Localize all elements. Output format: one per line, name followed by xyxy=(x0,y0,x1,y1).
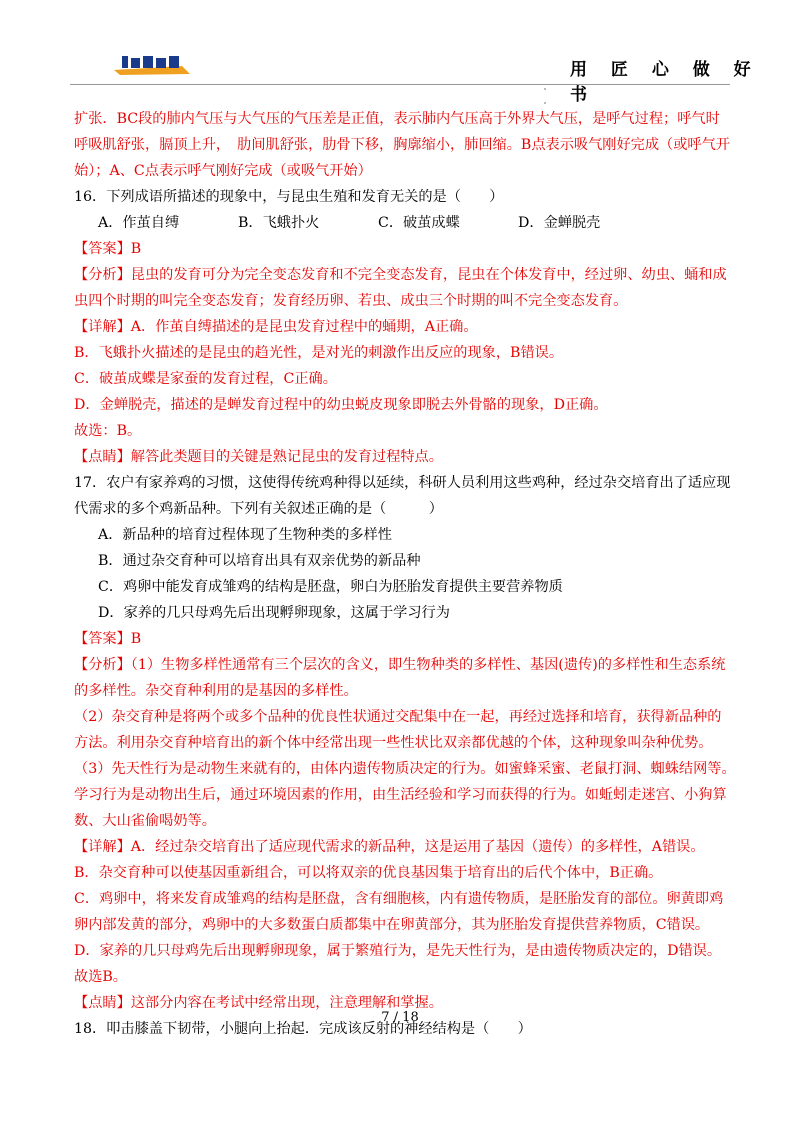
solution-line: 【答案】B xyxy=(74,241,142,257)
solution-line: （3）先天性行为是动物生来就有的，由体内遗传物质决定的行为。如蜜蜂采蜜、老鼠打洞、蜘蛛结网等。 xyxy=(74,761,736,777)
option-b: B．飞蛾扑火 xyxy=(238,215,320,231)
solution-line: D．金蝉脱壳，描述的是蝉发育过程中的幼虫蜕皮现象即脱去外骨骼的现象，D正确。 xyxy=(74,397,608,413)
logo-block-3 xyxy=(143,56,153,68)
question-line: C．鸡卵中能发育成雏鸡的结构是胚盘，卵白为胚胎发育提供主要营养物质 xyxy=(98,579,563,595)
solution-line: （2）杂交育种是将两个或多个品种的优良性状通过交配集中在一起，再经过选择和培育，获得新品种的 xyxy=(74,709,722,725)
solution-line: B．杂交育种可以使基因重新组合，可以将双亲的优良基因集于培育出的后代个体中，B正确。 xyxy=(74,865,663,881)
solution-line: 【分析】（1）生物多样性通常有三个层次的含义，即生物种类的多样性、基因(遗传)的多样性和生态系统 xyxy=(74,657,726,673)
decorative-dot xyxy=(544,88,546,90)
question-line: A．新品种的培育过程体现了生物种类的多样性 xyxy=(98,527,392,543)
page-number: 7 / 18 xyxy=(381,1010,419,1025)
solution-line: 方法。利用杂交育种培育出的新个体中经常出现一些性状比双亲都优越的个体，这种现象叫杂种优势。 xyxy=(74,735,713,751)
logo-block-4 xyxy=(156,58,166,68)
solution-line: 【点睛】解答此类题目的关键是熟记昆虫的发育过程特点。 xyxy=(74,449,443,465)
answer-options xyxy=(74,210,734,236)
question-line: B．通过杂交育种可以培育出具有双亲优势的新品种 xyxy=(98,553,421,569)
option-c: C．破茧成蝶 xyxy=(378,215,460,231)
solution-line: 学习行为是动物出生后，通过环境因素的作用，由生活经验和学习而获得的行为。如蚯蚓走迷宫、小狗算 xyxy=(74,787,727,803)
publisher-logo xyxy=(112,54,194,76)
solution-line: 【详解】A．经过杂交培育出了适应现代需求的新品种，这是运用了基因（遗传）的多样性，A错误。 xyxy=(74,839,705,855)
solution-line: 【详解】A．作茧自缚描述的是昆虫发育过程中的蛹期，A正确。 xyxy=(74,319,478,335)
solution-line: 虫四个时期的叫完全变态发育；发育经历卵、若虫、成虫三个时期的叫不完全变态发育。 xyxy=(74,293,628,309)
solution-line: 始）；A、C点表示呼气刚好完成（或吸气开始） xyxy=(74,163,372,179)
solution-line: 的多样性。杂交育种利用的是基因的多样性。 xyxy=(74,683,358,699)
header-divider xyxy=(70,84,730,85)
logo-block-2 xyxy=(131,58,140,68)
solution-line: 【答案】B xyxy=(74,631,142,647)
solution-line: 故选：B。 xyxy=(74,423,142,439)
solution-line: 故选B。 xyxy=(74,969,127,985)
logo-block-1 xyxy=(122,56,128,68)
solution-line: 卵内部发黄的部分，鸡卵中的大多数蛋白质都集中在卵黄部分，其为胚胎发育提供营养物质，C错误。 xyxy=(74,917,710,933)
header-slogan: 用 匠 心 做 好 书 xyxy=(570,60,760,105)
option-a: A．作茧自缚 xyxy=(98,215,180,231)
question-line: D．家养的几只母鸡先后出现孵卵现象，这属于学习行为 xyxy=(98,605,450,621)
question-line: 代需求的多个鸡新品种。下列有关叙述正确的是（ ） xyxy=(74,501,443,517)
question-line: 16．下列成语所描述的现象中，与昆虫生殖和发育无关的是（ ） xyxy=(74,189,504,205)
solution-line: 扩张．BC段的肺内气压与大气压的气压差是正值，表示肺内气压高于外界大气压，是呼气过程；呼气时 xyxy=(74,111,720,127)
solution-line: 呼吸肌舒张，膈顶上升， 肋间肌舒张，肋骨下移，胸廓缩小，肺回缩。B点表示吸气刚好完成（或呼气开 xyxy=(74,137,730,153)
solution-line: B．飞蛾扑火描述的是昆虫的趋光性，是对光的刺激作出反应的现象，B错误。 xyxy=(74,345,564,361)
solution-line: 数、大山雀偷喝奶等。 xyxy=(74,813,216,829)
solution-line: 【分析】昆虫的发育可分为完全变态发育和不完全变态发育，昆虫在个体发育中，经过卵、幼虫、蛹和成 xyxy=(74,267,727,283)
option-d: D．金蝉脱壳 xyxy=(518,215,601,231)
solution-line: C．破茧成蝶是家蚕的发育过程，C正确。 xyxy=(74,371,337,387)
question-line: 17．农户有家养鸡的习惯，这使得传统鸡种得以延续，科研人员利用这些鸡种，经过杂交培育出了适应现 xyxy=(74,475,731,491)
solution-line: 【点睛】这部分内容在考试中经常出现，注意理解和掌握。 xyxy=(74,995,443,1011)
solution-line: D．家养的几只母鸡先后出现孵卵现象，属于繁殖行为，是先天性行为，是由遗传物质决定的，D错误。 xyxy=(74,943,722,959)
logo-block-5 xyxy=(169,56,179,68)
solution-line: C．鸡卵中，将来发育成雏鸡的结构是胚盘，含有细胞核，内有遗传物质，是胚胎发育的部位。卵黄即鸡 xyxy=(74,891,724,907)
question-line: 18．叩击膝盖下韧带，小腿向上抬起．完成该反射的神经结构是（ ） xyxy=(74,1021,532,1037)
decorative-dot xyxy=(544,102,546,104)
document-body xyxy=(74,106,734,1042)
